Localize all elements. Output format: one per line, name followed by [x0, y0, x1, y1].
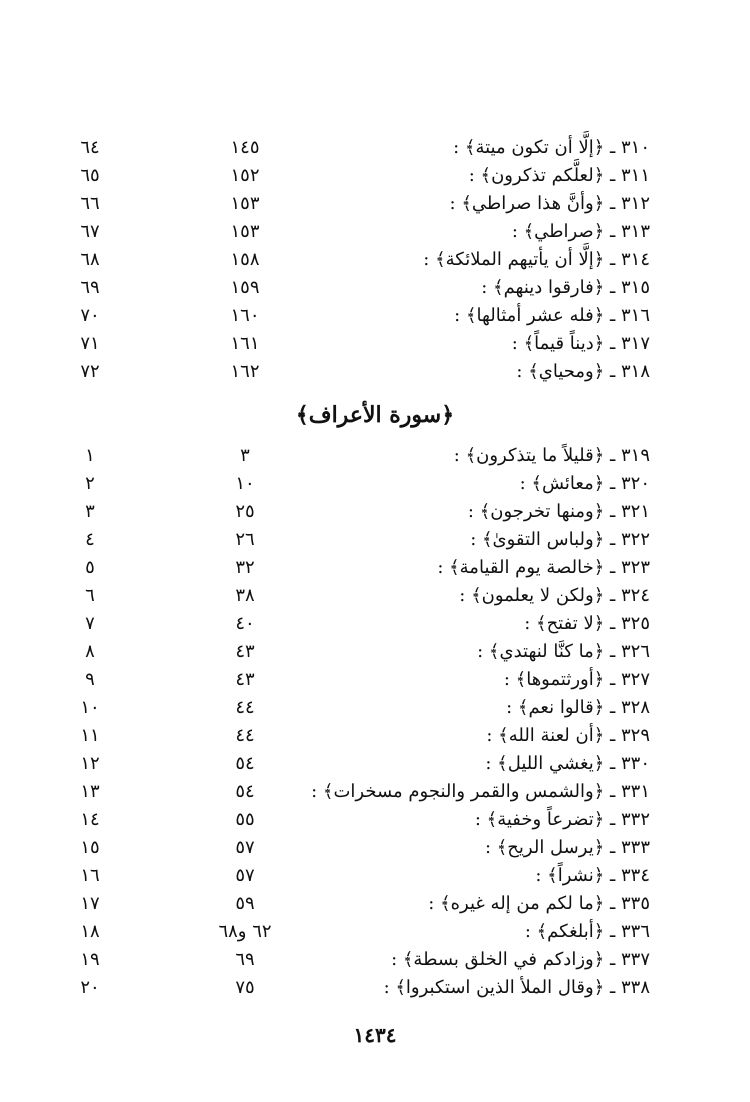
ayah-number: ٧٢ [80, 361, 100, 382]
entry-text: ٣٣١ ـ ﴿والشمس والقمر والنجوم مسخرات﴾ : [311, 781, 650, 802]
page-reference: ١٥٩ [230, 277, 260, 298]
entry-text: ٣٣٦ ـ ﴿أبلغكم﴾ : [524, 921, 650, 942]
index-row [0, 722, 750, 750]
ayah-number: ٧٠ [80, 305, 100, 326]
entry-text: ٣٢١ ـ ﴿ومنها تخرجون﴾ : [467, 501, 650, 522]
entry-text: ٣٣٥ ـ ﴿ما لكم من إله غيره﴾ : [428, 893, 650, 914]
index-row [0, 358, 750, 386]
page-reference: ٤٠ [235, 613, 255, 634]
page-reference: ١٤٥ [230, 137, 260, 158]
entry-text: ٣١٦ ـ ﴿فله عشر أمثالها﴾ : [454, 305, 650, 326]
index-row [0, 834, 750, 862]
entry-text: ٣٢٢ ـ ﴿ولباس التقوىٰ﴾ : [470, 529, 650, 550]
page-reference: ١٥٨ [230, 249, 260, 270]
ayah-number: ١٨ [80, 921, 100, 942]
entry-text: ٣٣٣ ـ ﴿يرسل الريح﴾ : [484, 837, 650, 858]
index-row [0, 246, 750, 274]
entry-text: ٣٣٠ ـ ﴿يغشي الليل﴾ : [485, 753, 650, 774]
ayah-number: ٥ [85, 557, 95, 578]
page-reference: ٥٤ [235, 753, 255, 774]
index-row [0, 498, 750, 526]
page-number: ١٤٣٤ [353, 1023, 397, 1047]
page-reference: ٢٦ [235, 529, 255, 550]
ayah-number: ١٦ [80, 865, 100, 886]
entry-text: ٣٢٠ ـ ﴿معائش﴾ : [519, 473, 650, 494]
index-row [0, 330, 750, 358]
index-row [0, 918, 750, 946]
index-row [0, 470, 750, 498]
page-reference: ١٥٢ [230, 165, 260, 186]
entry-text: ٣٢٩ ـ ﴿أن لعنة الله﴾ : [486, 725, 650, 746]
page-reference: ١٥٣ [230, 193, 260, 214]
ayah-number: ١ [85, 445, 95, 466]
ayah-number: ١٤ [80, 809, 100, 830]
page-reference: ٤٣ [235, 641, 255, 662]
index-row [0, 778, 750, 806]
page-reference: ٦٩ [235, 949, 255, 970]
surah-title: ﴿سورة الأعراف﴾ [295, 402, 455, 428]
ayah-number: ١٩ [80, 949, 100, 970]
entry-text: ٣٣٤ ـ ﴿نشراً﴾ : [535, 865, 650, 886]
page-reference: ١٠ [235, 473, 255, 494]
page-reference: ٢٥ [235, 501, 255, 522]
page-reference: ٤٣ [235, 669, 255, 690]
index-row [0, 162, 750, 190]
page-reference: ٤٤ [235, 697, 255, 718]
entry-text: ٣٢٤ ـ ﴿ولكن لا يعلمون﴾ : [459, 585, 650, 606]
entry-text: ٣١٤ ـ ﴿إلَّا أن يأتيهم الملائكة﴾ : [423, 249, 650, 270]
page-reference: ١٦١ [230, 333, 260, 354]
index-row [0, 946, 750, 974]
ayah-number: ١٥ [80, 837, 100, 858]
entry-text: ٣٢٧ ـ ﴿أورثتموها﴾ : [503, 669, 650, 690]
ayah-number: ٦٥ [80, 165, 100, 186]
index-row [0, 694, 750, 722]
index-row [0, 554, 750, 582]
page-reference: ٥٤ [235, 781, 255, 802]
page-reference: ١٥٣ [230, 221, 260, 242]
ayah-number: ١١ [80, 725, 100, 746]
page-reference: ٥٧ [235, 837, 255, 858]
entry-text: ٣٢٦ ـ ﴿ما كنَّا لنهتدي﴾ : [477, 641, 650, 662]
index-row [0, 862, 750, 890]
index-row [0, 974, 750, 1002]
entry-text: ٣١٩ ـ ﴿قليلاً ما يتذكرون﴾ : [453, 445, 650, 466]
ayah-number: ٦٩ [80, 277, 100, 298]
ayah-number: ٢ [85, 473, 95, 494]
entry-text: ٣٢٨ ـ ﴿قالوا نعم﴾ : [506, 697, 650, 718]
index-row [0, 190, 750, 218]
index-row [0, 890, 750, 918]
entry-text: ٣٣٢ ـ ﴿تضرعاً وخفية﴾ : [474, 809, 650, 830]
index-row [0, 274, 750, 302]
ayah-number: ٤ [85, 529, 95, 550]
entry-text: ٣١٠ ـ ﴿إلَّا أن تكون ميتة﴾ : [453, 137, 650, 158]
entry-text: ٣١٢ ـ ﴿وأنَّ هذا صراطي﴾ : [449, 193, 650, 214]
page-reference: ٦٢ و٦٨ [218, 921, 272, 942]
entry-text: ٣٢٥ ـ ﴿لا تفتح﴾ : [524, 613, 650, 634]
index-row [0, 610, 750, 638]
index-row [0, 750, 750, 778]
page-reference: ٣ [240, 445, 250, 466]
ayah-number: ٢٠ [80, 977, 100, 998]
ayah-number: ١٣ [80, 781, 100, 802]
page-reference: ٣٢ [235, 557, 255, 578]
ayah-number: ٣ [85, 501, 95, 522]
page-reference: ١٦٠ [230, 305, 260, 326]
ayah-number: ٦ [85, 585, 95, 606]
index-row [0, 442, 750, 470]
ayah-number: ٦٨ [80, 249, 100, 270]
index-row [0, 302, 750, 330]
entry-text: ٣٣٧ ـ ﴿وزادكم في الخلق بسطة﴾ : [391, 949, 650, 970]
entry-text: ٣١١ ـ ﴿لعلَّكم تذكرون﴾ : [468, 165, 650, 186]
ayah-number: ٧١ [80, 333, 100, 354]
index-row [0, 526, 750, 554]
ayah-number: ٧ [85, 613, 95, 634]
page-reference: ٧٥ [235, 977, 255, 998]
ayah-number: ٨ [85, 641, 95, 662]
page-reference: ١٦٢ [230, 361, 260, 382]
ayah-number: ١٢ [80, 753, 100, 774]
ayah-number: ٦٦ [80, 193, 100, 214]
index-row [0, 806, 750, 834]
index-row [0, 134, 750, 162]
entry-text: ٣١٥ ـ ﴿فارقوا دينهم﴾ : [481, 277, 650, 298]
entry-text: ٣١٣ ـ ﴿صراطي﴾ : [511, 221, 650, 242]
ayah-number: ١٠ [80, 697, 100, 718]
page-reference: ٥٧ [235, 865, 255, 886]
ayah-number: ٦٤ [80, 137, 100, 158]
entry-text: ٣٣٨ ـ ﴿وقال الملأ الذين استكبروا﴾ : [383, 977, 650, 998]
entry-text: ٣١٨ ـ ﴿ومحياي﴾ : [516, 361, 650, 382]
index-row [0, 582, 750, 610]
ayah-number: ٦٧ [80, 221, 100, 242]
page-reference: ٥٥ [235, 809, 255, 830]
ayah-number: ١٧ [80, 893, 100, 914]
index-row [0, 638, 750, 666]
page-reference: ٥٩ [235, 893, 255, 914]
page-reference: ٣٨ [235, 585, 255, 606]
index-row [0, 666, 750, 694]
ayah-number: ٩ [85, 669, 95, 690]
index-row [0, 218, 750, 246]
entry-text: ٣٢٣ ـ ﴿خالصة يوم القيامة﴾ : [437, 557, 650, 578]
entry-text: ٣١٧ ـ ﴿ديناً قيماً﴾ : [511, 333, 650, 354]
page-reference: ٤٤ [235, 725, 255, 746]
